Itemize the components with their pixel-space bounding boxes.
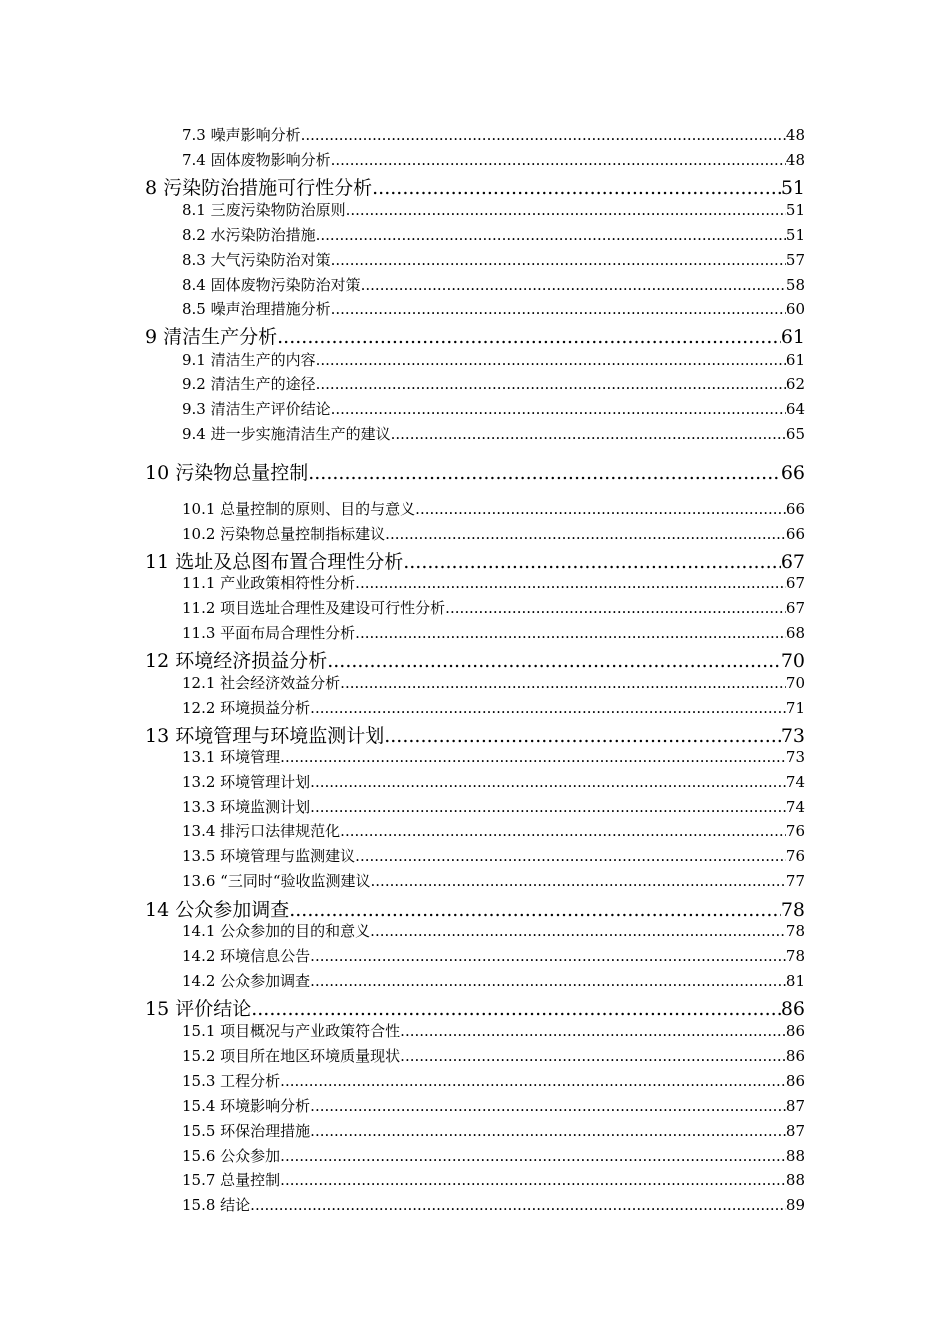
toc-page-number: 51	[785, 201, 805, 219]
toc-dot-leader	[310, 773, 786, 791]
toc-dot-leader	[400, 1022, 786, 1040]
toc-entry-title: 15.1 项目概况与产业政策符合性	[182, 1022, 401, 1040]
toc-page-number: 60	[785, 300, 805, 318]
toc-section-entry[interactable]	[182, 1194, 805, 1214]
toc-section-entry[interactable]	[182, 845, 805, 865]
toc-entry-title: 15.2 项目所在地区环境质量现状	[182, 1047, 401, 1065]
toc-entry-title: 9.3 清洁生产评价结论	[182, 400, 331, 418]
toc-page-number: 70	[780, 650, 805, 672]
toc-entry-title: 8 污染防治措施可行性分析	[145, 177, 373, 199]
toc-dot-leader	[327, 650, 781, 672]
toc-page-number: 74	[785, 798, 805, 816]
toc-dot-leader	[400, 1047, 786, 1065]
toc-page-number: 51	[785, 226, 805, 244]
toc-section-entry[interactable]	[182, 597, 805, 617]
toc-chapter-entry[interactable]	[145, 895, 805, 919]
toc-page-number: 76	[785, 847, 805, 865]
toc-section-entry[interactable]	[182, 249, 805, 269]
toc-chapter-entry[interactable]	[145, 994, 805, 1018]
toc-section-entry[interactable]	[182, 1169, 805, 1189]
toc-entry-title: 14.1 公众参加的目的和意义	[182, 922, 371, 940]
toc-entry-title: 7.4 固体废物影响分析	[182, 151, 331, 169]
toc-section-entry[interactable]	[182, 746, 805, 766]
toc-dot-leader	[280, 1072, 786, 1090]
toc-section-entry[interactable]	[182, 498, 805, 518]
toc-page-number: 77	[785, 872, 805, 890]
toc-entry-title: 9 清洁生产分析	[145, 326, 278, 348]
toc-dot-leader	[277, 326, 781, 348]
toc-dot-leader	[385, 525, 786, 543]
toc-entry-title: 14.2 环境信息公告	[182, 947, 311, 965]
toc-entry-title: 11 选址及总图布置合理性分析	[145, 551, 404, 573]
toc-section-entry[interactable]	[182, 1145, 805, 1165]
toc-page-number: 86	[785, 1072, 805, 1090]
toc-page-number: 86	[785, 1022, 805, 1040]
toc-dot-leader	[391, 425, 786, 443]
toc-dot-leader	[310, 1097, 786, 1115]
toc-entry-title: 8.2 水污染防治措施	[182, 226, 316, 244]
toc-entry-title: 7.3 噪声影响分析	[182, 126, 301, 144]
toc-dot-leader	[355, 574, 786, 592]
toc-section-entry[interactable]	[182, 1020, 805, 1040]
toc-entry-title: 11.1 产业政策相符性分析	[182, 574, 356, 592]
toc-entry-title: 15 评价结论	[145, 998, 252, 1020]
toc-page-number: 66	[780, 462, 805, 484]
toc-page-number: 66	[785, 500, 805, 518]
toc-page-number: 76	[785, 822, 805, 840]
toc-dot-leader	[331, 400, 786, 418]
toc-dot-leader	[251, 998, 781, 1020]
toc-section-entry[interactable]	[182, 224, 805, 244]
toc-section-entry[interactable]	[182, 523, 805, 543]
toc-page-number: 67	[780, 551, 805, 573]
toc-dot-leader	[310, 972, 786, 990]
toc-page-number: 88	[785, 1147, 805, 1165]
toc-dot-leader	[316, 226, 786, 244]
toc-page-number: 78	[785, 922, 805, 940]
toc-entry-title: 15.4 环境影响分析	[182, 1097, 311, 1115]
toc-entry-title: 14.2 公众参加调查	[182, 972, 311, 990]
toc-section-entry[interactable]	[182, 349, 805, 369]
toc-dot-leader	[310, 699, 786, 717]
toc-page-number: 61	[785, 351, 805, 369]
toc-section-entry[interactable]	[182, 1070, 805, 1090]
toc-entry-title: 10 污染物总量控制	[145, 462, 309, 484]
toc-entry-title: 9.1 清洁生产的内容	[182, 351, 316, 369]
toc-page-number: 64	[785, 400, 805, 418]
toc-page-number: 65	[785, 425, 805, 443]
toc-page-number: 70	[785, 674, 805, 692]
toc-chapter-entry[interactable]	[145, 721, 805, 745]
toc-page-number: 74	[785, 773, 805, 791]
toc-dot-leader	[310, 947, 786, 965]
toc-section-entry[interactable]	[182, 945, 805, 965]
toc-dot-leader	[340, 822, 786, 840]
toc-dot-leader	[346, 201, 786, 219]
toc-page-number: 62	[785, 375, 805, 393]
toc-entry-title: 11.2 项目选址合理性及建设可行性分析	[182, 599, 446, 617]
toc-page-number: 78	[785, 947, 805, 965]
toc-entry-title: 15.8 结论	[182, 1196, 251, 1214]
toc-section-entry[interactable]	[182, 622, 805, 642]
toc-page-number: 67	[785, 599, 805, 617]
toc-entry-title: 13.1 环境管理	[182, 748, 281, 766]
toc-entry-title: 12.1 社会经济效益分析	[182, 674, 341, 692]
toc-section-entry[interactable]	[182, 796, 805, 816]
toc-dot-leader	[331, 300, 786, 318]
toc-chapter-entry[interactable]	[145, 173, 805, 197]
toc-section-entry[interactable]	[182, 672, 805, 692]
toc-dot-leader	[301, 126, 786, 144]
toc-entry-title: 12 环境经济损益分析	[145, 650, 328, 672]
toc-dot-leader	[331, 151, 786, 169]
toc-page-number: 87	[785, 1122, 805, 1140]
toc-page-number: 48	[785, 126, 805, 144]
toc-page-number: 73	[785, 748, 805, 766]
toc-page-number: 89	[785, 1196, 805, 1214]
toc-page-number: 66	[785, 525, 805, 543]
toc-entry-title: 9.4 进一步实施清洁生产的建议	[182, 425, 391, 443]
toc-dot-leader	[289, 899, 781, 921]
toc-section-entry[interactable]	[182, 149, 805, 169]
toc-section-entry[interactable]	[182, 423, 805, 443]
toc-chapter-entry[interactable]	[145, 547, 805, 571]
toc-dot-leader	[331, 251, 786, 269]
toc-page-number: 86	[785, 1047, 805, 1065]
toc-page-number: 48	[785, 151, 805, 169]
toc-entry-title: 15.3 工程分析	[182, 1072, 281, 1090]
toc-dot-leader	[308, 462, 781, 484]
toc-section-entry[interactable]	[182, 1045, 805, 1065]
toc-page-number: 61	[780, 326, 805, 348]
toc-page-number: 88	[785, 1171, 805, 1189]
toc-entry-title: 9.2 清洁生产的途径	[182, 375, 316, 393]
toc-dot-leader	[355, 624, 786, 642]
toc-entry-title: 13.4 排污口法律规范化	[182, 822, 341, 840]
toc-section-entry[interactable]	[182, 697, 805, 717]
toc-dot-leader	[280, 748, 786, 766]
toc-entry-title: 8.1 三废污染物防治原则	[182, 201, 346, 219]
toc-page-number: 68	[785, 624, 805, 642]
toc-entry-title: 13.5 环境管理与监测建议	[182, 847, 356, 865]
toc-entry-title: 13.6 “三同时“验收监测建议	[182, 872, 371, 890]
toc-dot-leader	[310, 798, 786, 816]
toc-page-number: 86	[780, 998, 805, 1020]
toc-entry-title: 8.4 固体废物污染防治对策	[182, 276, 361, 294]
toc-section-entry[interactable]	[182, 870, 805, 890]
toc-entry-title: 15.7 总量控制	[182, 1171, 281, 1189]
toc-dot-leader	[370, 922, 786, 940]
toc-entry-title: 8.3 大气污染防治对策	[182, 251, 331, 269]
toc-section-entry[interactable]	[182, 199, 805, 219]
toc-section-entry[interactable]	[182, 920, 805, 940]
toc-entry-title: 13.3 环境监测计划	[182, 798, 311, 816]
toc-entry-title: 10.2 污染物总量控制指标建议	[182, 525, 386, 543]
toc-section-entry[interactable]	[182, 572, 805, 592]
toc-section-entry[interactable]	[182, 820, 805, 840]
toc-dot-leader	[316, 351, 786, 369]
toc-entry-title: 14 公众参加调查	[145, 899, 290, 921]
toc-dot-leader	[371, 872, 786, 890]
toc-dot-leader	[310, 1122, 786, 1140]
toc-section-entry[interactable]	[182, 1095, 805, 1115]
toc-page-number: 67	[785, 574, 805, 592]
toc-page-number: 57	[785, 251, 805, 269]
toc-dot-leader	[316, 375, 786, 393]
toc-page-number: 71	[785, 699, 805, 717]
toc-page-number: 78	[780, 899, 805, 921]
toc-section-entry[interactable]	[182, 274, 805, 294]
toc-page-number: 87	[785, 1097, 805, 1115]
toc-section-entry[interactable]	[182, 298, 805, 318]
toc-section-entry[interactable]	[182, 970, 805, 990]
toc-page-number: 58	[785, 276, 805, 294]
toc-dot-leader	[384, 725, 781, 747]
toc-entry-title: 15.6 公众参加	[182, 1147, 281, 1165]
toc-section-entry[interactable]	[182, 124, 805, 144]
toc-chapter-entry[interactable]	[145, 458, 805, 482]
toc-entry-title: 8.5 噪声治理措施分析	[182, 300, 331, 318]
toc-section-entry[interactable]	[182, 1120, 805, 1140]
toc-chapter-entry[interactable]	[145, 322, 805, 346]
toc-entry-title: 13 环境管理与环境监测计划	[145, 725, 385, 747]
toc-dot-leader	[403, 551, 781, 573]
toc-section-entry[interactable]	[182, 373, 805, 393]
toc-section-entry[interactable]	[182, 398, 805, 418]
toc-entry-title: 13.2 环境管理计划	[182, 773, 311, 791]
toc-entry-title: 12.2 环境损益分析	[182, 699, 311, 717]
toc-dot-leader	[280, 1171, 786, 1189]
toc-entry-title: 11.3 平面布局合理性分析	[182, 624, 356, 642]
toc-page-number: 73	[780, 725, 805, 747]
toc-dot-leader	[340, 674, 786, 692]
toc-page-number: 51	[780, 177, 805, 199]
toc-dot-leader	[280, 1147, 786, 1165]
toc-dot-leader	[250, 1196, 786, 1214]
toc-page-number: 81	[785, 972, 805, 990]
toc-dot-leader	[372, 177, 781, 199]
toc-dot-leader	[415, 500, 786, 518]
toc-dot-leader	[445, 599, 786, 617]
toc-entry-title: 15.5 环保治理措施	[182, 1122, 311, 1140]
toc-section-entry[interactable]	[182, 771, 805, 791]
toc-chapter-entry[interactable]	[145, 646, 805, 670]
toc-entry-title: 10.1 总量控制的原则、目的与意义	[182, 500, 416, 518]
toc-dot-leader	[361, 276, 786, 294]
toc-dot-leader	[355, 847, 786, 865]
